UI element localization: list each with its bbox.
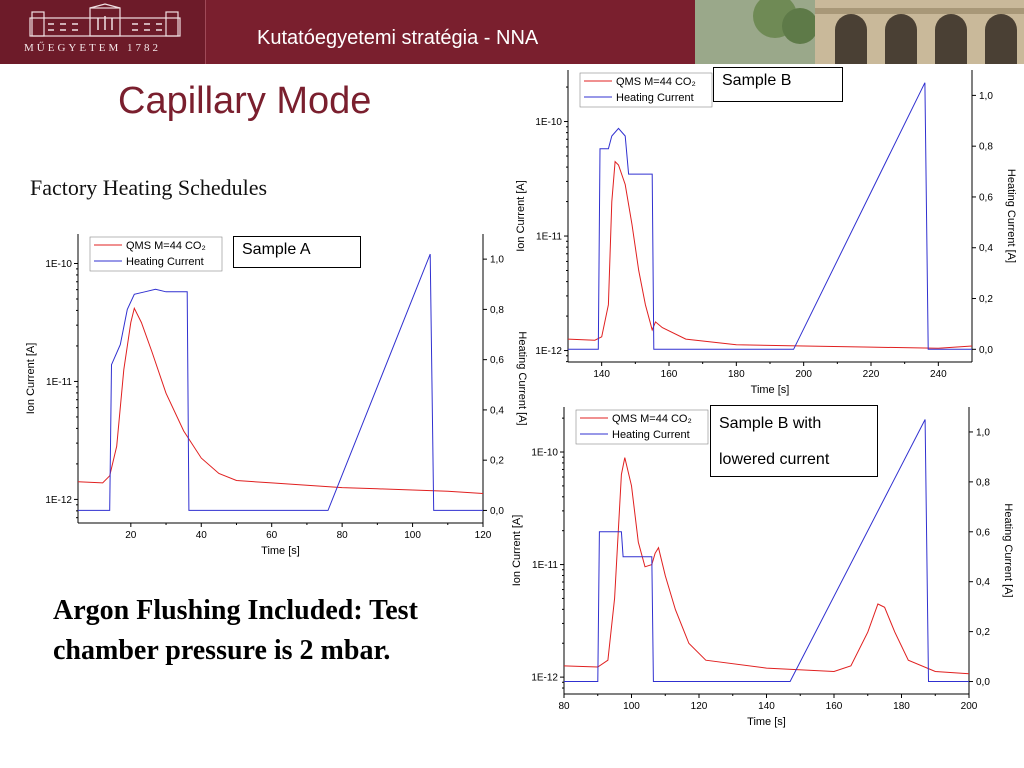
y-right-tick-label: 0,2 [979, 294, 993, 306]
legend-entry: Heating Current [616, 92, 694, 104]
y-right-tick-label: 0,6 [976, 527, 990, 539]
y-left-tick-label: 1E-11 [536, 231, 562, 243]
y-left-tick-label: 1E-12 [45, 494, 72, 506]
x-tick-label: 20 [125, 530, 137, 541]
x-axis-label: Time [s] [750, 384, 790, 396]
x-tick-label: 200 [795, 369, 813, 380]
ion-current-series [568, 162, 972, 349]
x-tick-label: 60 [266, 530, 278, 541]
legend-entry: Heating Current [126, 256, 204, 268]
annotation-sample-b-lowered: Sample B with lowered current [710, 405, 878, 477]
x-tick-label: 160 [825, 701, 843, 712]
legend-entry: QMS M=44 CO₂ [612, 413, 692, 425]
y-right-tick-label: 0,0 [490, 505, 504, 517]
x-tick-label: 200 [960, 701, 978, 712]
y-left-axis-label: Ion Current [A] [511, 514, 523, 587]
y-right-tick-label: 1,0 [490, 254, 504, 266]
y-right-axis-label: Heating Current [A] [516, 331, 528, 426]
y-left-axis-label: Ion Current [A] [515, 180, 527, 252]
x-tick-label: 120 [474, 530, 492, 541]
y-right-tick-label: 0,4 [976, 577, 990, 589]
y-right-axis-label: Heating Current [A] [1005, 168, 1017, 264]
y-right-tick-label: 0,2 [976, 627, 990, 639]
y-right-tick-label: 1,0 [976, 427, 990, 439]
building-icon [20, 4, 190, 38]
y-right-tick-label: 0,8 [979, 141, 993, 153]
header-title: Kutatóegyetemi stratégia - NNA [257, 27, 539, 49]
y-left-tick-label: 1E-12 [531, 672, 558, 684]
x-tick-label: 120 [690, 701, 708, 712]
y-left-tick-label: 1E-11 [532, 560, 558, 572]
y-left-tick-label: 1E-10 [531, 447, 558, 459]
legend-entry: QMS M=44 CO₂ [126, 240, 206, 252]
university-logo [0, 0, 206, 64]
x-tick-label: 40 [195, 530, 207, 541]
y-right-tick-label: 0,0 [979, 344, 993, 356]
y-left-axis-label: Ion Current [A] [25, 342, 37, 415]
x-tick-label: 80 [336, 530, 348, 541]
x-axis-label: Time [s] [747, 716, 786, 728]
y-left-tick-label: 1E-12 [535, 346, 562, 358]
heating-current-series [78, 254, 483, 510]
y-right-tick-label: 0,4 [979, 243, 993, 255]
chart-sample-a [15, 225, 528, 570]
body-text: Argon Flushing Included: Test chamber pressure is 2 mbar. [53, 595, 418, 666]
x-tick-label: 140 [593, 369, 611, 380]
x-tick-label: 80 [558, 701, 570, 712]
x-tick-label: 180 [727, 369, 745, 380]
y-left-tick-label: 1E-11 [46, 376, 72, 388]
x-tick-label: 220 [862, 369, 880, 380]
x-axis-label: Time [s] [261, 545, 300, 557]
y-right-tick-label: 0,8 [976, 477, 990, 489]
y-right-tick-label: 0,6 [490, 355, 504, 367]
y-right-tick-label: 0,8 [490, 304, 504, 316]
legend-entry: QMS M=44 CO₂ [616, 76, 696, 88]
y-right-tick-label: 0,4 [490, 405, 504, 417]
y-right-tick-label: 0,6 [979, 192, 993, 204]
logo-text: MŰEGYETEM 1782 [24, 42, 162, 54]
y-right-tick-label: 0,2 [490, 455, 504, 467]
ion-current-series [564, 458, 969, 674]
slide-title: Capillary Mode [118, 80, 372, 122]
annotation-sample-b: Sample B [713, 67, 843, 102]
header-bar [0, 0, 1024, 64]
x-tick-label: 180 [893, 701, 910, 712]
x-tick-label: 160 [660, 369, 678, 380]
y-right-tick-label: 0,0 [976, 677, 990, 689]
x-tick-label: 100 [623, 701, 640, 712]
annotation-sample-a: Sample A [233, 236, 361, 268]
heating-current-series [568, 83, 972, 350]
y-left-tick-label: 1E-10 [535, 117, 562, 129]
x-tick-label: 140 [758, 701, 775, 712]
y-right-axis-label: Heating Current [A] [1002, 503, 1014, 598]
y-right-tick-label: 1,0 [979, 90, 993, 102]
ion-current-series [78, 308, 483, 493]
y-left-tick-label: 1E-10 [45, 258, 72, 270]
slide-subtitle: Factory Heating Schedules [30, 175, 268, 200]
legend-entry: Heating Current [612, 429, 690, 441]
chart-sample-b [505, 62, 1024, 402]
x-tick-label: 240 [929, 369, 947, 380]
building-photo [695, 0, 1024, 64]
x-tick-label: 100 [404, 530, 421, 541]
